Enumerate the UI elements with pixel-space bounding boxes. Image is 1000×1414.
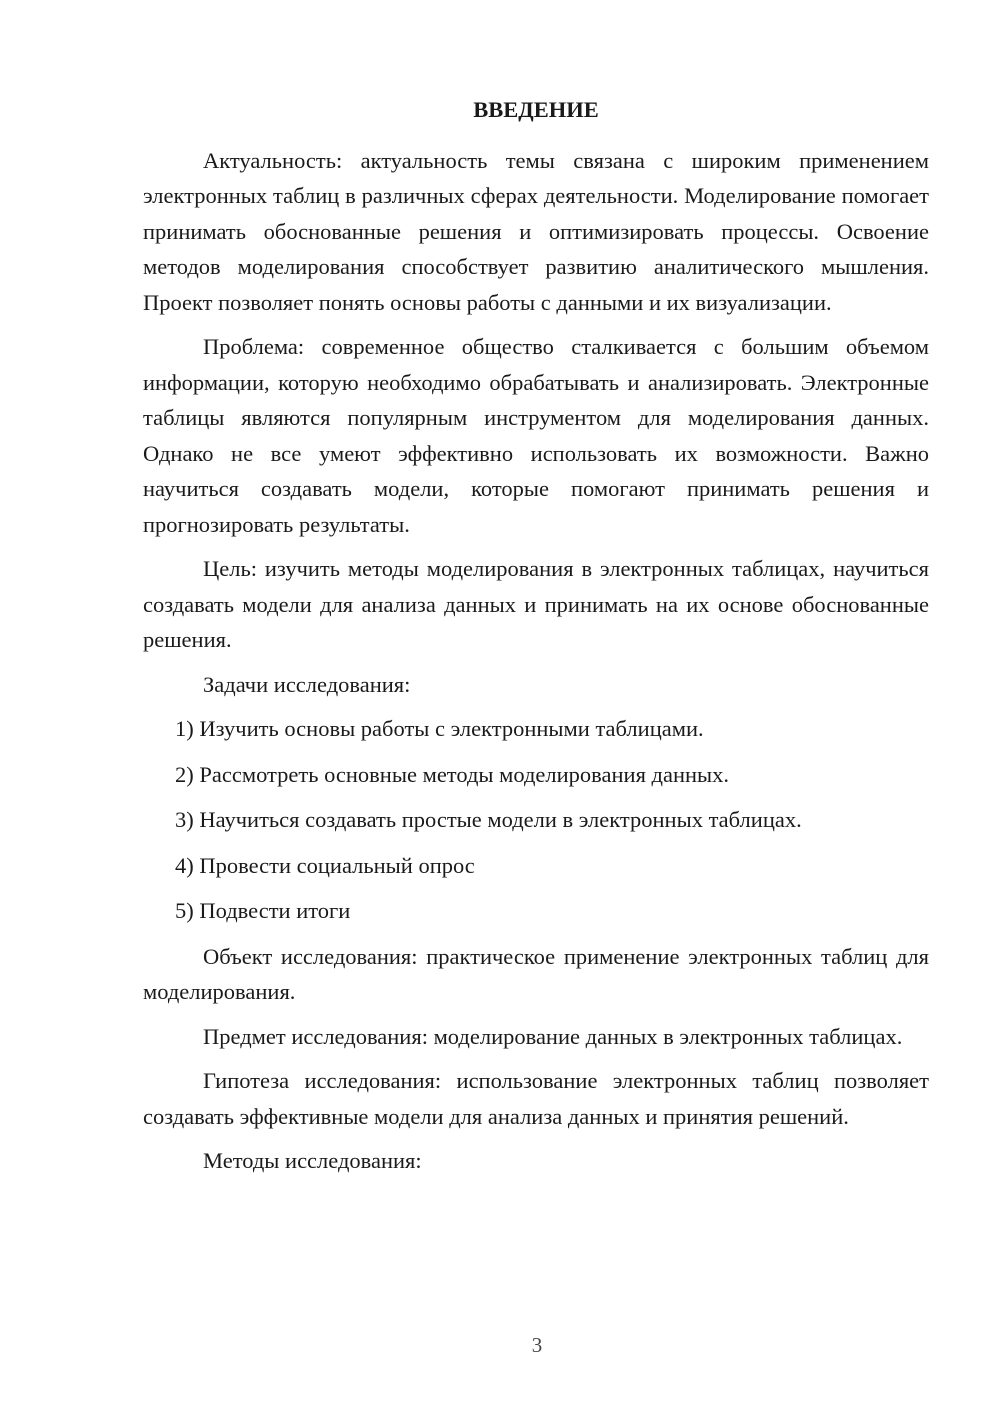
task-item: 3) Научиться создавать простые модели в электронных таблицах. xyxy=(175,807,802,832)
page-title: ВВЕДЕНИЕ xyxy=(473,97,599,122)
task-item: 2) Рассмотреть основные методы моделирования данных. xyxy=(175,761,730,787)
goal-paragraph: Цель: изучить методы моделирования в электронных таблицах, научиться создавать модели для анализа данных и принимать на их основе обоснованные решения. xyxy=(143,556,929,652)
problem-paragraph: Проблема: современное общество сталкивается с большим объемом информации, которую необходимо обрабатывать и анализировать. Электронные таблицы являются популярным инструментом для моделирования данных. Однако не все умеют эффективно использовать их возможности. Важно научиться создавать модели, которые помогают принимать решения и прогнозировать результаты. xyxy=(143,334,929,537)
relevance-paragraph: Актуальность: актуальность темы связана с широким применением электронных таблиц в различных сферах деятельности. Моделирование помогает принимать обоснованные решения и оптимизировать процессы. Освоение методов моделирования способствует развитию аналитического мышления. Проект позволяет понять основы работы с данными и их визуализации. xyxy=(143,147,929,315)
page-number: 3 xyxy=(531,1333,543,1357)
task-item: 4) Провести социальный опрос xyxy=(175,852,475,878)
page-content xyxy=(143,92,929,1188)
object-paragraph: Объект исследования: практическое применение электронных таблиц для моделирования. xyxy=(143,943,929,1004)
subject-paragraph: Предмет исследования: моделирование данных в электронных таблицах. xyxy=(203,1023,903,1049)
task-item: 5) Подвести итоги xyxy=(175,898,351,923)
methods-label: Методы исследования: xyxy=(203,1148,422,1173)
tasks-label: Задачи исследования: xyxy=(203,671,411,697)
task-item: 1) Изучить основы работы с электронными таблицами. xyxy=(175,716,704,741)
tasks-list xyxy=(143,711,929,929)
hypothesis-paragraph: Гипотеза исследования: использование электронных таблиц позволяет создавать эффективные модели для анализа данных и принятия решений. xyxy=(143,1068,929,1129)
